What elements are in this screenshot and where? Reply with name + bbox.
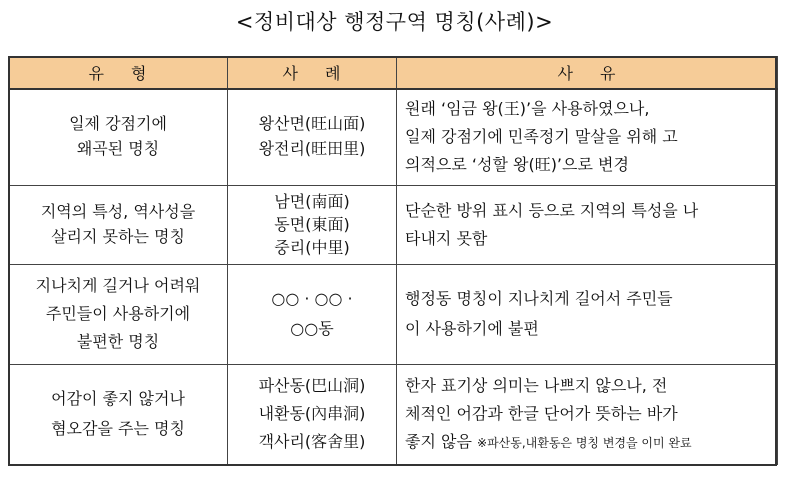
type-cell: 일제 강점기에 왜곡된 명칭 <box>9 89 228 185</box>
type-cell: 어감이 좋지 않거나 혐오감을 주는 명칭 <box>9 364 228 464</box>
example-cell: ○○ · ○○ · ○○동 <box>228 264 397 364</box>
header-reason: 사 유 <box>397 57 778 90</box>
example-cell: 남면(南面) 동면(東面) 중리(中里) <box>228 185 397 264</box>
type-cell: 지역의 특성, 역사성을 살리지 못하는 명칭 <box>9 185 228 264</box>
reason-cell: 한자 표기상 의미는 나쁘지 않으나, 전 체적인 어감과 한글 단어가 뜻하는 바가 좋지 않음 ※파산동,내환동은 명칭 변경을 이미 완료 <box>397 364 778 464</box>
table-row <box>9 185 778 264</box>
page-title: <정비대상 행정구역 명칭(사례)> <box>235 10 554 34</box>
header-example: 사 례 <box>228 57 397 90</box>
table-row <box>9 364 778 464</box>
table-header-row <box>9 57 778 90</box>
naming-cases-table <box>8 56 778 465</box>
type-cell: 지나치게 길거나 어려워 주민들이 사용하기에 불편한 명칭 <box>9 264 228 364</box>
reason-cell: 원래 ‘임금 왕(王)’을 사용하였으나, 일제 강점기에 민족정기 말살을 위해 고 의적으로 ‘성할 왕(旺)’으로 변경 <box>397 89 778 185</box>
note-text: ※파산동,내환동은 명칭 변경을 이미 완료 <box>477 436 692 450</box>
example-cell: 왕산면(旺山面) 왕전리(旺田里) <box>228 89 397 185</box>
table-row <box>9 264 778 364</box>
example-cell: 파산동(巴山洞) 내환동(內串洞) 객사리(客舍里) <box>228 364 397 464</box>
reason-cell: 단순한 방위 표시 등으로 지역의 특성을 나 타내지 못함 <box>397 185 778 264</box>
header-type: 유 형 <box>9 57 228 90</box>
table-row <box>9 89 778 185</box>
reason-cell: 행정동 명칭이 지나치게 길어서 주민들 이 사용하기에 불편 <box>397 264 778 364</box>
